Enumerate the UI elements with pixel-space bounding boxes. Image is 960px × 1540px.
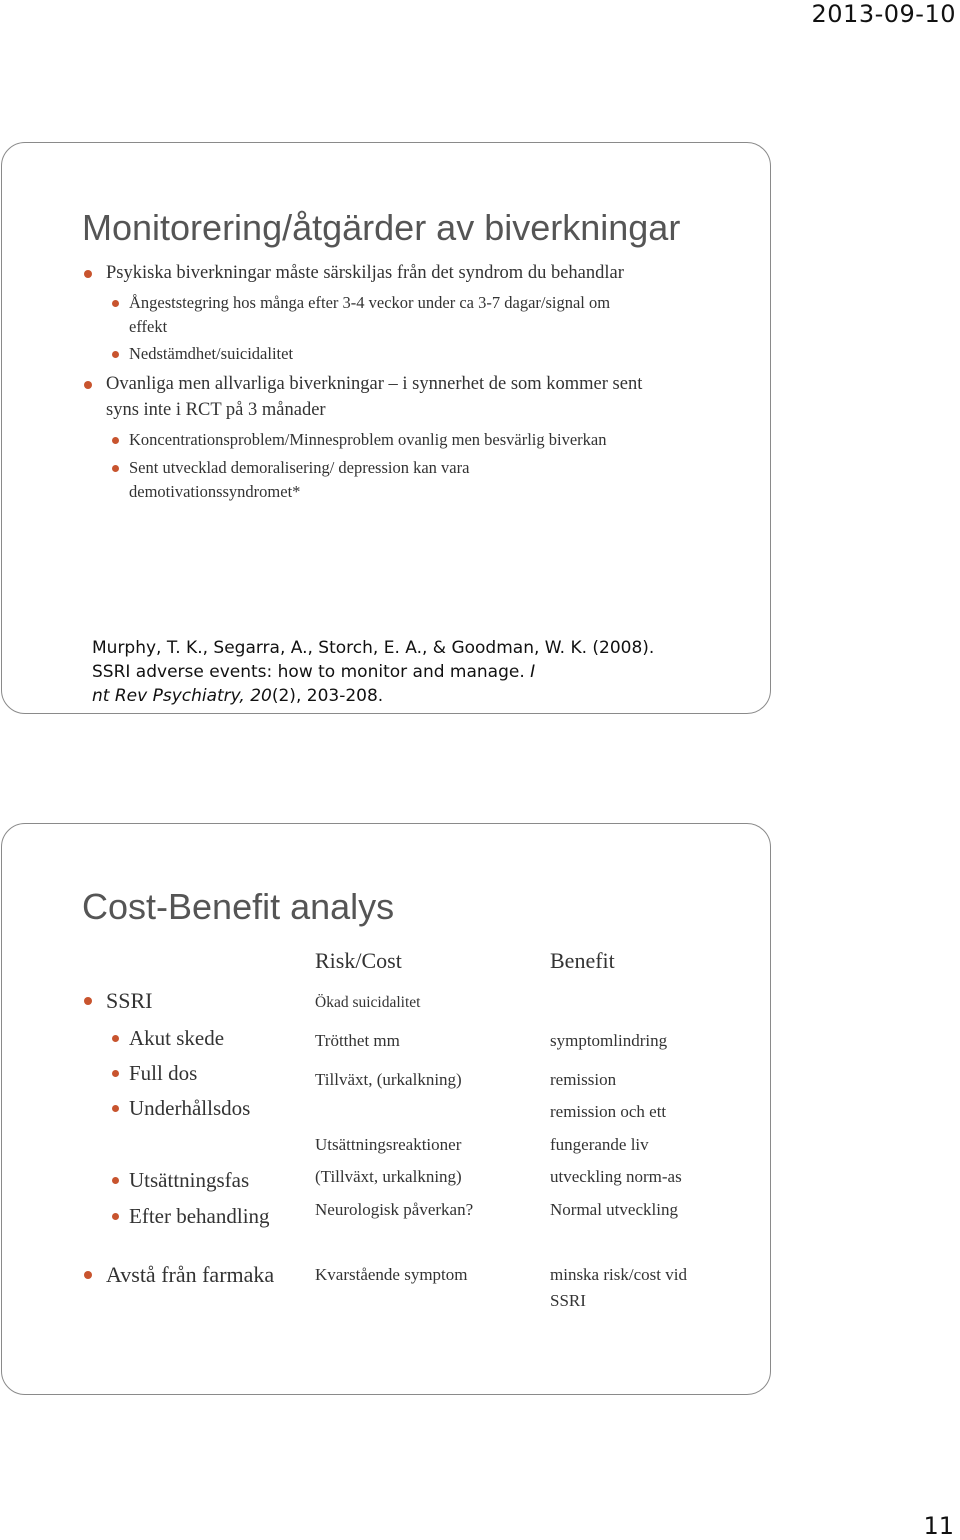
risk-cell: Neurologisk påverkan? xyxy=(315,1200,474,1219)
row-label-akut: Akut skede xyxy=(129,1026,225,1050)
bullet-icon xyxy=(84,270,92,278)
date-header: 2013-09-10 xyxy=(811,0,956,28)
reference-line: Murphy, T. K., Segarra, A., Storch, E. A., & Goodman, W. K. (2008). xyxy=(92,638,655,658)
benefit-cell: symptomlindring xyxy=(550,1031,668,1050)
row-label-underhallsdos: Underhållsdos xyxy=(129,1096,251,1120)
bullet-text: demotivationssyndromet* xyxy=(129,482,301,501)
bullet-icon xyxy=(112,351,119,358)
bullet-text: syns inte i RCT på 3 månader xyxy=(106,400,326,420)
benefit-cell: remission xyxy=(550,1070,617,1089)
page-number: 11 xyxy=(923,1512,954,1540)
risk-cell: Ökad suicidalitet xyxy=(315,994,421,1011)
bullet-icon xyxy=(112,437,119,444)
bullet-icon xyxy=(112,465,119,472)
risk-cell: Tillväxt, (urkalkning) xyxy=(315,1070,462,1089)
bullet-text: Koncentrationsproblem/Minnesproblem ovanlig men besvärlig biverkan xyxy=(129,430,607,449)
bullet-icon xyxy=(84,1271,92,1279)
reference xyxy=(92,636,654,708)
bullet-icon xyxy=(112,1213,119,1220)
reference-journal: I xyxy=(530,662,536,682)
row-label-full-dos: Full dos xyxy=(129,1061,198,1085)
reference-line xyxy=(92,684,654,708)
risk-cell: (Tillväxt, urkalkning) xyxy=(315,1167,462,1186)
bullet-icon xyxy=(112,1070,119,1077)
bullet-icon xyxy=(112,300,119,307)
reference-line xyxy=(92,660,654,684)
reference-journal: nt Rev Psychiatry, 20 xyxy=(92,686,272,706)
reference-text: (2), 203-208. xyxy=(271,686,384,706)
slide-title: Monitorering/åtgärder av biverkningar xyxy=(82,207,681,248)
row-label-efter-behandling: Efter behandling xyxy=(129,1204,270,1228)
bullet-icon xyxy=(84,381,92,389)
row-label-avsta: Avstå från farmaka xyxy=(106,1262,275,1287)
benefit-cell: SSRI xyxy=(550,1291,586,1310)
bullet-icon xyxy=(112,1035,119,1042)
column-header-risk: Risk/Cost xyxy=(315,948,402,973)
bullet-text: effekt xyxy=(129,317,168,336)
benefit-cell: minska risk/cost vid xyxy=(550,1265,687,1284)
benefit-cell: utveckling norm-as xyxy=(550,1167,682,1186)
reference-text: SSRI adverse events: how to monitor and manage. xyxy=(92,662,531,682)
bullet-text: Ångeststegring hos många efter 3-4 veckor under ca 3-7 dagar/signal om xyxy=(129,293,611,312)
benefit-cell: fungerande liv xyxy=(550,1135,649,1154)
risk-cell: Kvarstående symptom xyxy=(315,1265,468,1284)
bullet-icon xyxy=(112,1177,119,1184)
bullet-text: Ovanliga men allvarliga biverkningar – i synnerhet de som kommer sent xyxy=(106,374,643,394)
row-label-utsattningsfas: Utsättningsfas xyxy=(129,1168,250,1192)
benefit-cell: remission och ett xyxy=(550,1102,667,1121)
bullet-text: Psykiska biverkningar måste särskiljas från det syndrom du behandlar xyxy=(106,263,624,283)
risk-cell: Trötthet mm xyxy=(315,1031,400,1050)
bullet-icon xyxy=(112,1105,119,1112)
bullet-icon xyxy=(84,997,92,1005)
slide-title: Cost-Benefit analys xyxy=(82,886,395,927)
row-label-ssri: SSRI xyxy=(106,988,153,1013)
bullet-text: Nedstämdhet/suicidalitet xyxy=(129,344,294,363)
slide-monitorering xyxy=(1,142,771,714)
bullet-text: Sent utvecklad demoralisering/ depression kan vara xyxy=(129,458,470,477)
slide-cost-benefit xyxy=(1,823,771,1395)
benefit-cell: Normal utveckling xyxy=(550,1200,678,1219)
risk-cell: Utsättningsreaktioner xyxy=(315,1135,462,1154)
column-header-benefit: Benefit xyxy=(550,948,615,973)
